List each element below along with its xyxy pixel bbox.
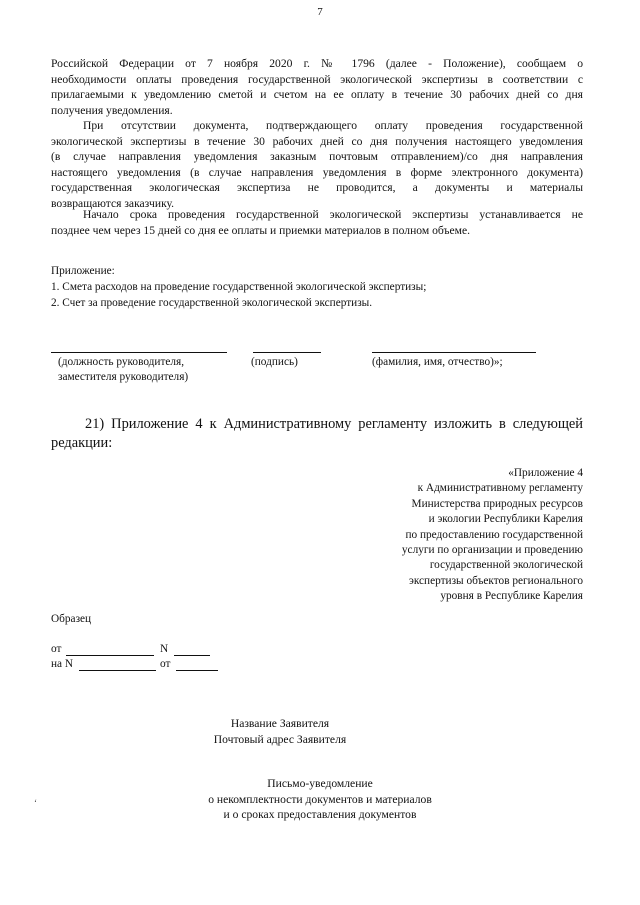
signature-sign-caption: (подпись) [251, 356, 298, 368]
sample-reply-number-line [79, 670, 156, 671]
appendix-header-line: к Административному регламенту [417, 482, 583, 495]
signature-name-caption: (фамилия, имя, отчество)»; [372, 356, 503, 368]
letter-title [170, 776, 470, 823]
text-line: возвращаются заказчику. [51, 196, 175, 210]
paragraph-deadline [51, 207, 583, 238]
page-number: 7 [317, 6, 323, 18]
appendix-header [380, 466, 583, 605]
sample-label: Образец [51, 613, 92, 625]
paragraph-no-payment [51, 118, 583, 211]
text-line: 21) Приложение 4 к Административному регламенту изложить в следующей [85, 416, 583, 432]
sample-number-label: N [160, 643, 169, 655]
paragraph-notice [51, 56, 583, 118]
text-line: получения уведомления. [51, 103, 173, 117]
text-line: (в случае направления уведомления заказным почтовым отправлением)/со дня направления [51, 150, 583, 163]
sample-number-line [174, 655, 210, 656]
text-line: экологической экспертизы в течение 30 рабочих дней со дня получения настоящего уведомления [51, 134, 583, 148]
applicant-block [180, 716, 380, 747]
attachment-item: 1. Смета расходов на проведение государственной экологической экспертизы; [51, 281, 427, 293]
sample-reply-number-label: на N [51, 658, 74, 670]
sample-reply-date-line [176, 670, 218, 671]
applicant-address: Почтовый адрес Заявителя [213, 732, 347, 746]
letter-title-line: о некомплектности документов и материалов [208, 792, 432, 806]
text-line: При отсутствии документа, подтверждающего оплату проведения государственной [83, 119, 583, 132]
attachment-item: 2. Счет за проведение государственной экологической экспертизы. [51, 297, 373, 309]
appendix-header-line: государственной экологической [429, 559, 583, 572]
applicant-name: Название Заявителя [230, 717, 330, 730]
signature-position-caption: заместителя руководителя) [58, 371, 189, 383]
text-line: настоящего уведомления (в случае направления уведомления в форме электронного документа) [51, 165, 583, 179]
signature-name-line [372, 352, 536, 353]
appendix-header-line: уровня в Республике Карелия [440, 590, 583, 603]
signature-position-caption: (должность руководителя, [58, 356, 185, 368]
text-line: государственная экологическая экспертиза не проводится, а документы и материалы [51, 181, 583, 194]
scan-mark: ‘ [34, 798, 37, 808]
amendment-item-21 [51, 415, 583, 453]
letter-title-line: и о сроках предоставления документов [223, 808, 417, 821]
signature-sign-line [253, 352, 321, 353]
sample-from-label: от [51, 643, 62, 655]
text-line: Начало срока проведения государственной экологической экспертизы устанавливается не [83, 208, 583, 221]
appendix-header-line: по предоставлению государственной [405, 528, 583, 541]
text-line: позднее чем через 15 дней со дня ее оплаты и приемки материалов в полном объеме. [51, 223, 471, 237]
text-line: редакции: [51, 435, 113, 451]
appendix-header-line: и экологии Республики Карелия [428, 513, 583, 526]
appendix-header-line: экспертизы объектов регионального [408, 574, 583, 587]
letter-title-line: Письмо-уведомление [267, 777, 373, 790]
appendix-header-line: «Приложение 4 [508, 467, 583, 479]
signature-position-line [51, 352, 227, 353]
text-line: Российской Федерации от 7 ноября 2020 г. № 1796 (далее - Положение), сообщаем о [51, 57, 583, 70]
appendix-header-line: услуги по организации и проведению [401, 544, 583, 557]
sample-reply-date-label: от [160, 658, 171, 670]
attachment-title: Приложение: [51, 265, 115, 277]
sample-date-line [66, 655, 154, 656]
text-line: необходимости оплаты проведения государственной экологической экспертизы в соответствии с [51, 72, 583, 86]
text-line: прилагаемыми к уведомлению сметой и счетом на ее оплату в течение 30 рабочих дней со дня [51, 88, 583, 101]
appendix-header-line: Министерства природных ресурсов [411, 497, 583, 510]
